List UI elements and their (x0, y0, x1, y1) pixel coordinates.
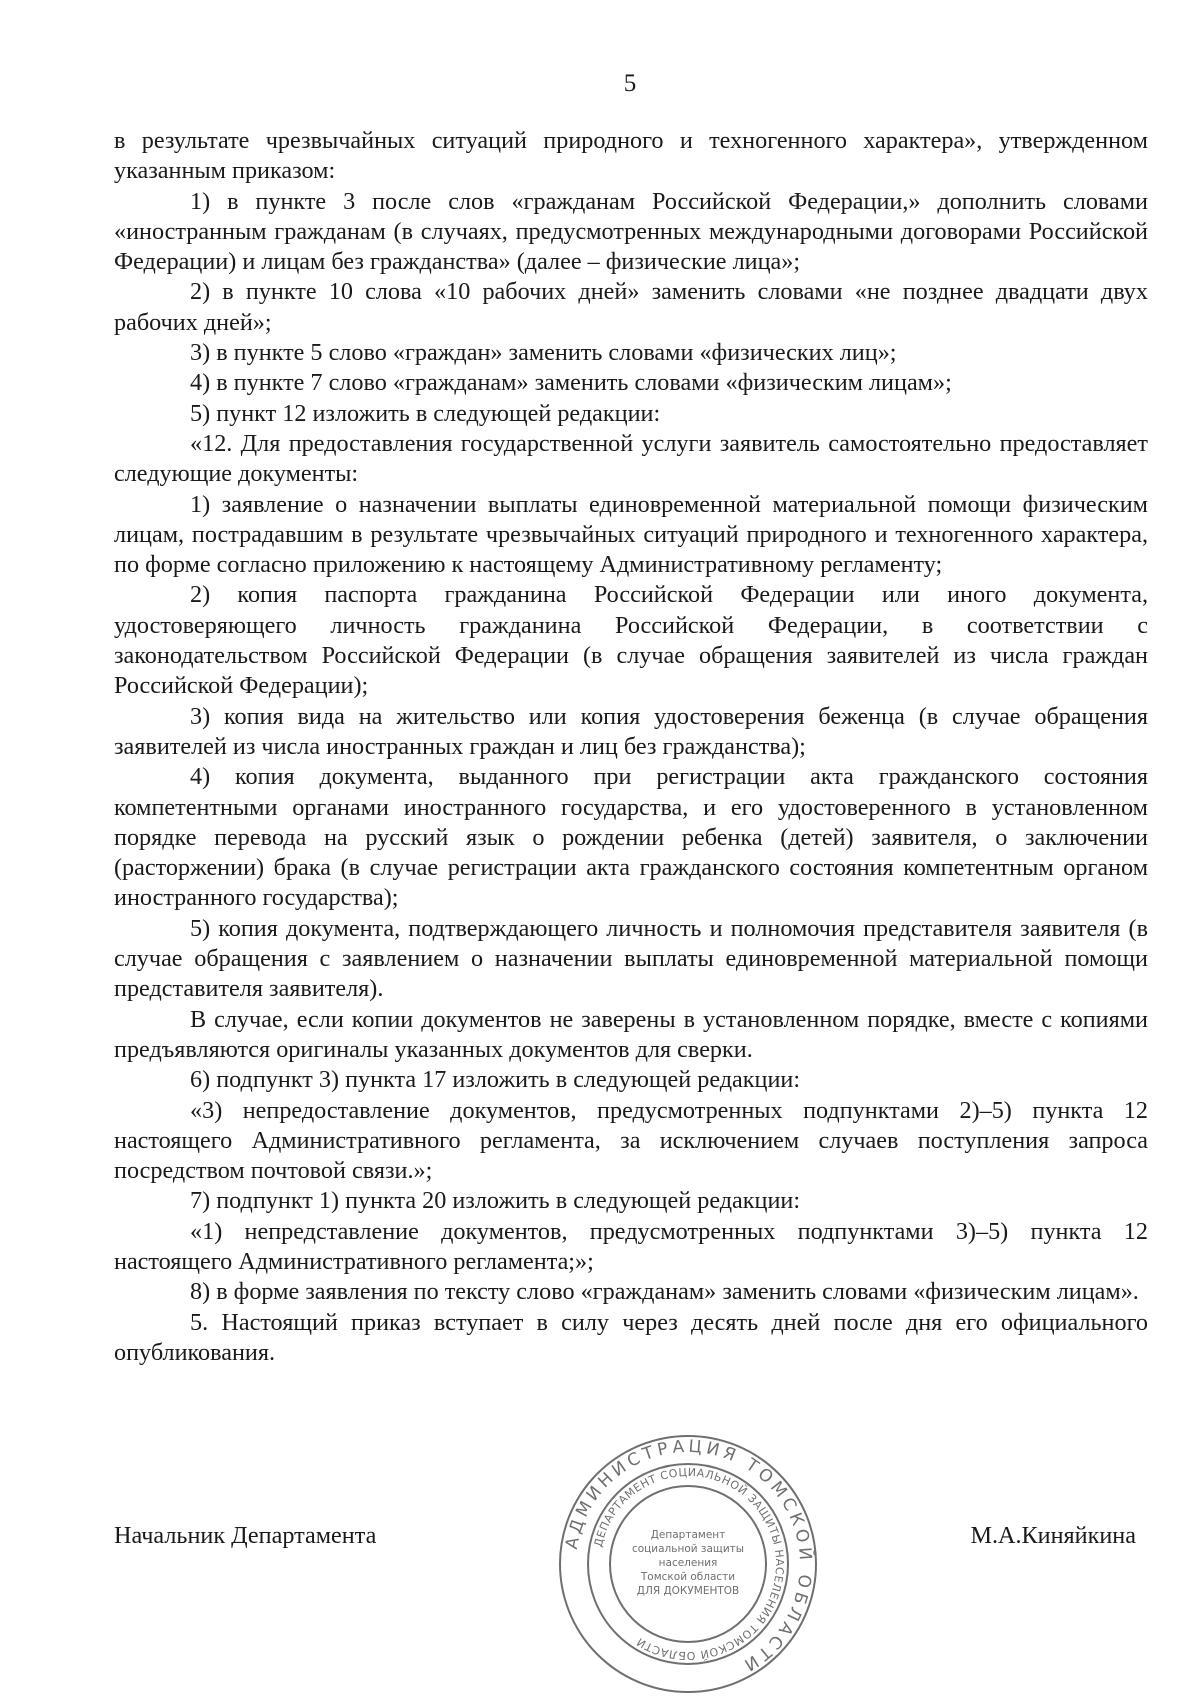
stamp-outer-text: АДМИНИСТРАЦИЯ ТОМСКОЙ ОБЛАСТИ (561, 1436, 816, 1677)
paragraph: 1) в пункте 3 после слов «гражданам Российской Федерации,» дополнить словами «иностранным гражданам (в случаях, предусмотренных международными договорами Российской Федерации) и лицам без гражданства» (далее – физические лица»; (114, 187, 1148, 276)
paragraph: 8) в форме заявления по тексту слово «гражданам» заменить словами «физическим лицам». (190, 1278, 1139, 1306)
signature-name: М.А.Киняйкина (970, 1522, 1136, 1549)
stamp-center-line: Департамент (650, 1529, 726, 1541)
paragraph: 3) в пункте 5 слово «граждан» заменить словами «физических лиц»; (190, 339, 897, 367)
stamp-inner-text: ДЕПАРТАМЕНТ СОЦИАЛЬНОЙ ЗАЩИТЫ НАСЕЛЕНИЯ ТОМСКОЙ ОБЛАСТИ (591, 1465, 787, 1663)
paragraph: 3) копия вида на жительство или копия удостоверения беженца (в случае обращения заявителей из числа иностранных граждан и лиц без гражданства); (114, 702, 1148, 760)
paragraph: 7) подпункт 1) пункта 20 изложить в следующей редакции: (190, 1187, 801, 1215)
official-stamp (556, 1432, 820, 1696)
paragraph: 2) в пункте 10 слова «10 рабочих дней» заменить словами «не позднее двадцати двух рабочих дней»; (114, 278, 1148, 336)
paragraph: «3) непредоставление документов, предусмотренных подпунктами 2)–5) пункта 12 настоящего Административного регламента, за исключением случаев поступления запроса посредством почтовой связи.»; (114, 1096, 1148, 1185)
paragraph: 5. Настоящий приказ вступает в силу через десять дней после дня его официального опубликования. (114, 1308, 1148, 1366)
paragraph: 4) копия документа, выданного при регистрации акта гражданского состояния компетентными органами иностранного государства, и его удостоверенного в установленном порядке перевода на русский язык о рождении ребенка (детей) заявителя, о заключении (расторжении) брака (в случае регистрации акта гражданского состояния компетентным органом иностранного государства); (114, 763, 1148, 912)
paragraph: 6) подпункт 3) пункта 17 изложить в следующей редакции: (190, 1066, 801, 1094)
paragraph: В случае, если копии документов не заверены в установленном порядке, вместе с копиями предъявляются оригиналы указанных документов для сверки. (114, 1005, 1148, 1063)
stamp-center-line: ДЛЯ ДОКУМЕНТОВ (636, 1585, 740, 1597)
stamp-center-line: Томской области (640, 1571, 736, 1583)
stamp-center-line: социальной защиты (631, 1543, 745, 1555)
paragraph: 1) заявление о назначении выплаты единовременной материальной помощи физическим лицам, пострадавшим в результате чрезвычайных ситуаций природного и техногенного характера, по форме согласно приложению к настоящему Административному регламенту; (114, 490, 1148, 579)
page-number: 5 (623, 70, 637, 97)
paragraph: «1) непредставление документов, предусмотренных подпунктами 3)–5) пункта 12 настоящего Административного регламента;»; (114, 1217, 1148, 1275)
paragraph: 5) пункт 12 изложить в следующей редакции: (190, 399, 661, 427)
paragraph: в результате чрезвычайных ситуаций природного и техногенного характера», утвержденном указанным приказом: (114, 127, 1148, 185)
signature-position: Начальник Департамента (114, 1522, 377, 1549)
paragraph: 4) в пункте 7 слово «гражданам» заменить словами «физическим лицам»; (190, 369, 952, 397)
paragraph: 2) копия паспорта гражданина Российской Федерации или иного документа, удостоверяющего личность гражданина Российской Федерации, в соответствии с законодательством Российской Федерации (в случае обращения заявителей из числа граждан Российской Федерации); (114, 581, 1148, 700)
document-body (114, 126, 1148, 1368)
stamp-center-line: населения (658, 1557, 718, 1569)
paragraph: «12. Для предоставления государственной услуги заявитель самостоятельно предоставляет следующие документы: (114, 429, 1148, 488)
paragraph: 5) копия документа, подтверждающего личность и полномочия представителя заявителя (в случае обращения с заявлением о назначении выплаты единовременной материальной помощи представителя заявителя). (114, 914, 1148, 1003)
